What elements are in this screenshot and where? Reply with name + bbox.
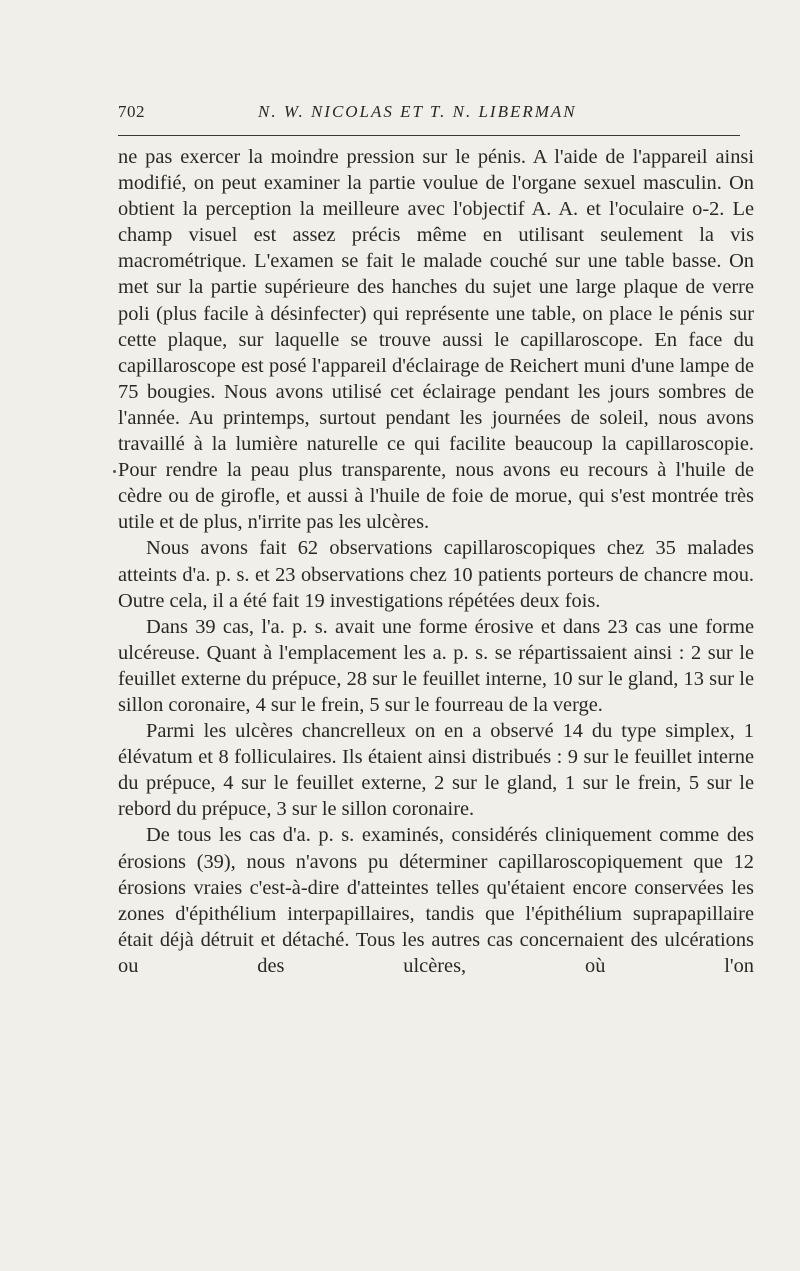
page-number: 702 (118, 102, 145, 121)
margin-speck (113, 470, 116, 473)
paragraph: Dans 39 cas, l'a. p. s. avait une forme érosive et dans 23 cas une forme ulcéreuse. Quant à l'emplacement les a. p. s. se répartissaient ainsi : 2 sur le feuillet externe du prépuce, 28 sur le feuillet interne, 10 sur le gland, 13 sur le sillon coronaire, 4 sur le frein, 5 sur le fourreau de la verge. (118, 615, 754, 716)
paragraph: De tous les cas d'a. p. s. examinés, considérés cliniquement comme des érosions (39), nous n'avons pu déterminer capillaroscopiquement que 12 érosions vraies c'est-à-dire d'atteintes telles qu'étaient encore conservées les zones d'épithélium interpapillaires, tandis que l'épithélium suprapapillaire était déjà détruit et détaché. Tous les autres cas concernaient des ulcérations ou des ulcères, où l'on (118, 824, 754, 977)
paragraph: Nous avons fait 62 observations capillaroscopiques chez 35 malades atteints d'a. p. s. et 23 observations chez 10 patients porteurs de chancre mou. Outre cela, il a été fait 19 investigations répétées deux fois. (118, 537, 754, 612)
paragraph: Parmi les ulcères chancrelleux on en a observé 14 du type simplex, 1 élévatum et 8 folliculaires. Ils étaient ainsi distribués : 9 sur le feuillet interne du prépuce, 4 sur le feuillet externe, 2 sur le gland, 1 sur le frein, 5 sur le rebord du prépuce, 3 sur le sillon coronaire. (118, 720, 754, 821)
paragraph: ne pas exercer la moindre pression sur le pénis. A l'aide de l'appareil ainsi modifié, on peut examiner la partie voulue de l'organe sexuel masculin. On obtient la perception la meilleure avec l'objectif A. A. et l'oculaire o-2. Le champ visuel est assez précis même en utilisant seulement la vis macrométrique. L'examen se fait le malade couché sur une table basse. On met sur la partie supérieure des hanches du sujet une large plaque de verre poli (plus facile à désinfecter) qui représente une table, on place le pénis sur cette plaque, sur laquelle se trouve aussi le capillaroscope. En face du capillaroscope est posé l'appareil d'éclairage de Reichert muni d'une lampe de 75 bougies. Nous avons utilisé cet éclairage pendant les jours sombres de l'année. Au printemps, surtout pendant les journées de soleil, nous avons travaillé à la lumière naturelle ce qui facilite beaucoup la capillaroscopie. Pour rendre la peau plus transparente, nous avons eu recours à l'huile de cèdre ou de girofle, et aussi à l'huile de foie de morue, qui s'est montrée très utile et de plus, n'irrite pas les ulcères. (118, 146, 754, 534)
header-rule (118, 135, 740, 136)
running-title: N. W. NICOLAS ET T. N. LIBERMAN (258, 102, 577, 121)
body-text (118, 144, 754, 979)
running-head (118, 102, 740, 130)
